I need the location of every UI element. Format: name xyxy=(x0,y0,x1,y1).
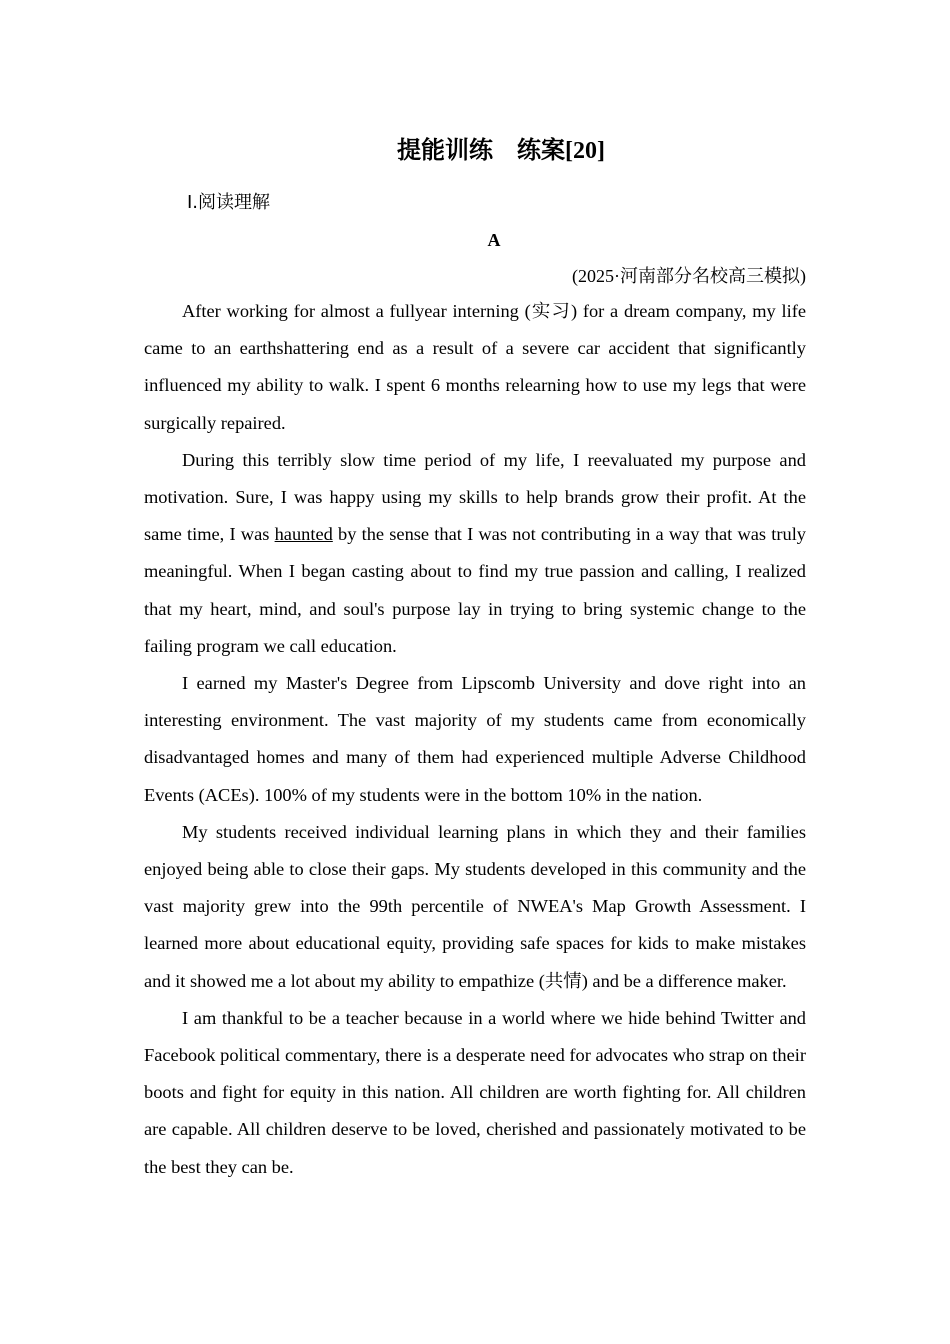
paragraph-1: After working for almost a fullyear interning (实习) for a dream company, my life came to an earthshattering end as a result of a severe car accident that significantly influenced my ability to walk. I spent 6 months relearning how to use my legs that were surgically repaired. xyxy=(144,301,806,433)
paragraph-5: I am thankful to be a teacher because in a world where we hide behind Twitter and Facebook political commentary, there is a desperate need for advocates who strap on their boots and fight for equity in this nation. All children are worth fighting for. All children are capable. All children deserve to be loved, cherished and passionately motivated to be the best they can be. xyxy=(144,1007,806,1177)
section-label: Ⅰ.阅读理解 xyxy=(187,192,271,213)
paragraph-2 xyxy=(144,442,806,665)
underlined-word: haunted xyxy=(274,524,333,545)
paragraph-3: I earned my Master's Degree from Lipscomb University and dove right into an interesting environment. The vast majority of my students came from economically disadvantaged homes and many of them had experienced multiple Adverse Childhood Events (ACEs). 100% of my students were in the bottom 10% in the nation. xyxy=(144,673,806,805)
page-title: 提能训练 练案[20] xyxy=(397,138,605,164)
passage-letter: A xyxy=(487,230,501,250)
paragraph-4: My students received individual learning plans in which they and their families enjoyed being able to close their gaps. My students developed in this community and the vast majority grew into the 99th percentile of NWEA's Map Growth Assessment. I learned more about educational equity, providing safe spaces for kids to make mistakes and it showed me a lot about my ability to empathize (共情) and be a difference maker. xyxy=(144,821,806,991)
paragraph-2-text-before: During this terribly slow time period of my life, I reevaluated my purpose and motivation. Sure, I was happy using my skills to help brands grow their profit. At the same time, I was xyxy=(144,449,806,545)
source-citation: (2025·河南部分名校高三模拟) xyxy=(572,266,806,286)
paragraph-2-text-after: by the sense that I was not contributing in a way that was truly meaningful. When I began casting about to find my true passion and calling, I realized that my heart, mind, and soul's purpose lay in trying to bring systemic change to the failing program we call education. xyxy=(144,524,806,656)
reading-passage xyxy=(144,293,806,1186)
